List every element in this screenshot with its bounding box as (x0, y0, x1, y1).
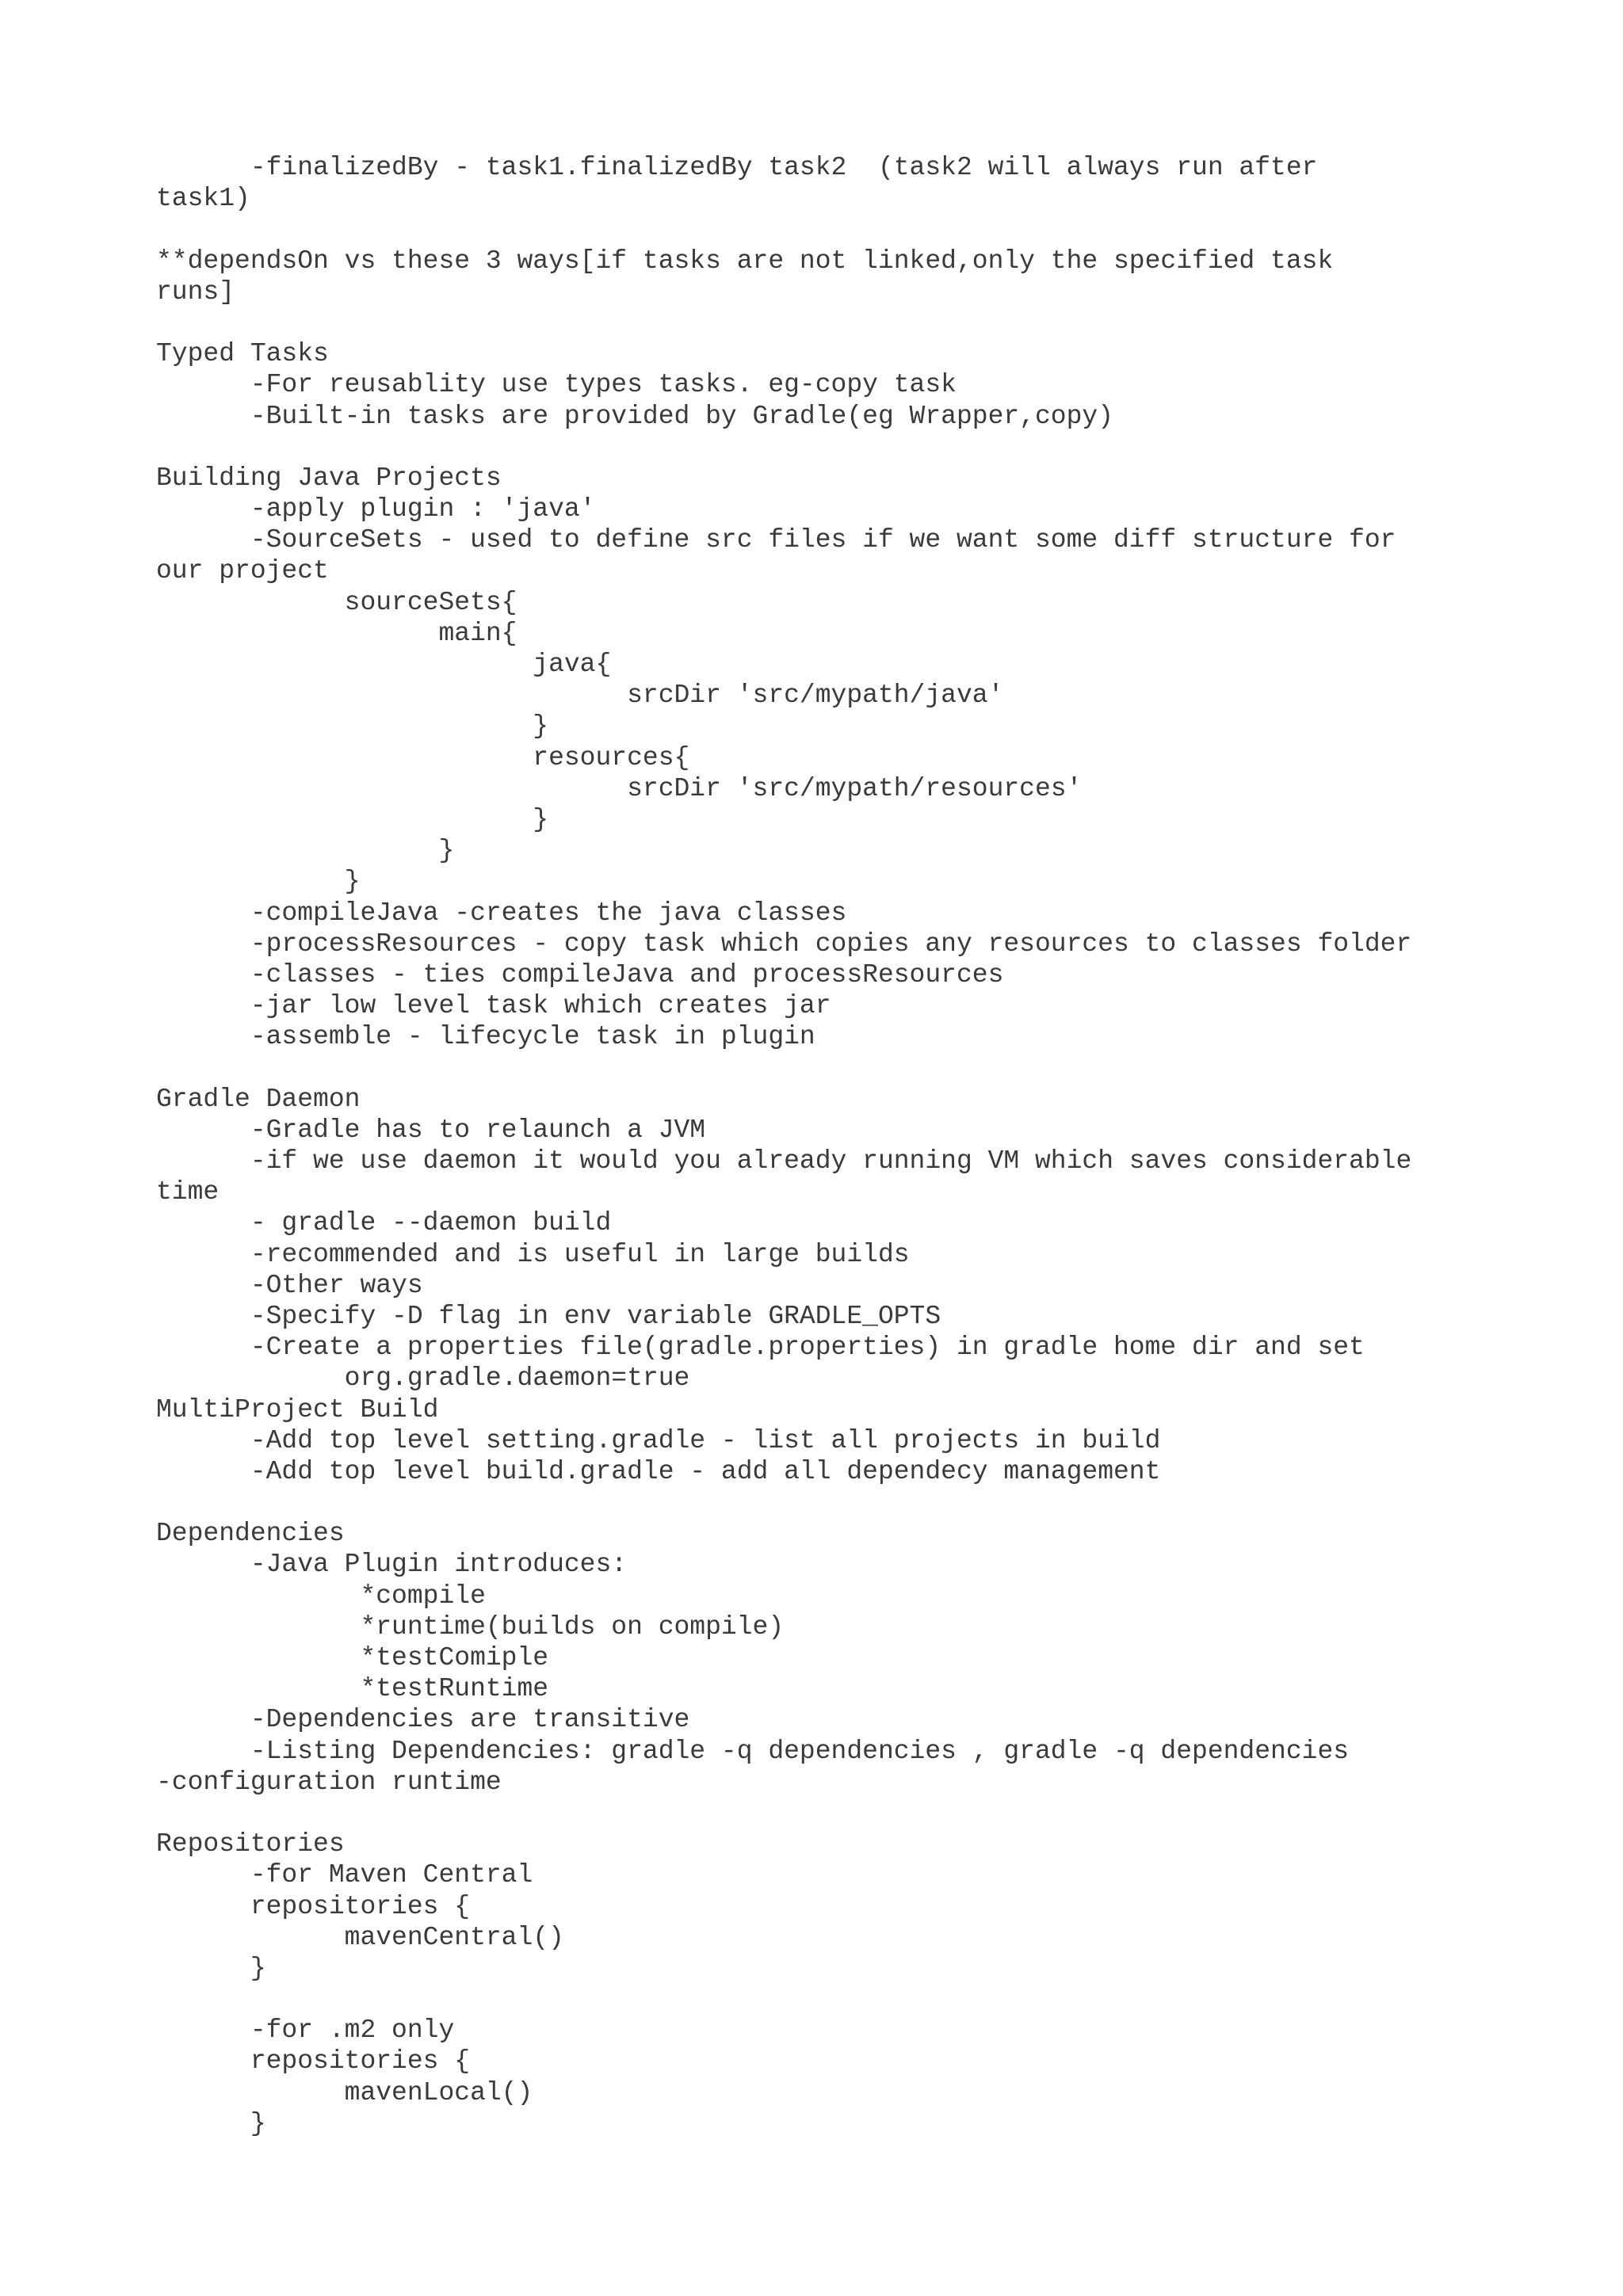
document-line: } (156, 867, 361, 897)
document-line: task1) (156, 184, 250, 214)
document-line: -Listing Dependencies: gradle -q dependencies , gradle -q dependencies (156, 1736, 1350, 1766)
document-line: -recommended and is useful in large builds (156, 1239, 910, 1269)
document-line: **dependsOn vs these 3 ways[if tasks are not linked,only the specified task (156, 246, 1334, 276)
document-line: - gradle --daemon build (156, 1208, 612, 1238)
document-line: -compileJava -creates the java classes (156, 898, 847, 928)
document-line (156, 1052, 1583, 1083)
document-line: *testComiple (156, 1643, 549, 1672)
document-line: -configuration runtime (156, 1767, 502, 1797)
document-line: } (156, 711, 549, 742)
document-line: main{ (156, 618, 517, 648)
document-line: repositories { (156, 1891, 471, 1921)
document-line: runs] (156, 277, 235, 307)
document-line: our project (156, 556, 329, 586)
document-line: -Specify -D flag in env variable GRADLE_OPTS (156, 1301, 941, 1331)
document-line: mavenCentral() (156, 1922, 564, 1952)
document-line: Building Java Projects (156, 463, 502, 493)
document-line: *testRuntime (156, 1674, 549, 1704)
document-line: org.gradle.daemon=true (156, 1363, 690, 1394)
document-line: -Gradle has to relaunch a JVM (156, 1115, 706, 1145)
document-line: -Add top level build.gradle - add all dependecy management (156, 1456, 1161, 1486)
document-line: -assemble - lifecycle task in plugin (156, 1022, 815, 1052)
document-line: Typed Tasks (156, 339, 329, 369)
document-line: -Java Plugin introduces: (156, 1550, 628, 1580)
document-line (156, 307, 1583, 338)
document-line: } (156, 804, 549, 834)
document-line: -Other ways (156, 1270, 423, 1300)
document-line (156, 1487, 1583, 1518)
document-line: Repositories (156, 1829, 345, 1859)
document-line: } (156, 836, 455, 866)
document-line: srcDir 'src/mypath/java' (156, 681, 1004, 711)
document-line: *runtime(builds on compile) (156, 1611, 785, 1642)
document-line: *compile (156, 1581, 486, 1611)
document-line: -Built-in tasks are provided by Gradle(eg Wrapper,copy) (156, 401, 1113, 431)
document-line: -Create a properties file(gradle.properties) in gradle home dir and set (156, 1333, 1365, 1363)
document-line: resources{ (156, 742, 690, 772)
document-line: -Dependencies are transitive (156, 1705, 690, 1735)
document-line: } (156, 2108, 266, 2138)
document-line: MultiProject Build (156, 1394, 439, 1425)
document-body (156, 152, 1583, 2139)
document-line: -classes - ties compileJava and processResources (156, 959, 1004, 990)
document-line: -for Maven Central (156, 1860, 533, 1890)
document-line: -processResources - copy task which copies any resources to classes folder (156, 929, 1412, 959)
document-line: sourceSets{ (156, 587, 517, 617)
document-line (156, 214, 1583, 245)
document-line: -Add top level setting.gradle - list all projects in build (156, 1425, 1161, 1455)
document-line: Dependencies (156, 1519, 345, 1549)
document-line (156, 1984, 1583, 2015)
document-line: srcDir 'src/mypath/resources' (156, 773, 1083, 803)
document-line: -for .m2 only (156, 2016, 455, 2046)
document-line: -apply plugin : 'java' (156, 494, 596, 524)
document-line: -For reusablity use types tasks. eg-copy task (156, 370, 957, 400)
document-line (156, 1798, 1583, 1829)
document-line (156, 432, 1583, 463)
document-line: java{ (156, 650, 612, 679)
document-line: Gradle Daemon (156, 1084, 361, 1114)
document-line: -jar low level task which creates jar (156, 991, 831, 1021)
document-line: } (156, 1953, 266, 1983)
document-line: -SourceSets - used to define src files if we want some diff structure for (156, 525, 1396, 555)
document-line: time (156, 1177, 220, 1207)
document-line: mavenLocal() (156, 2077, 533, 2107)
document-line: repositories { (156, 2046, 471, 2077)
document-line: -if we use daemon it would you already running VM which saves considerable (156, 1146, 1412, 1176)
document-line: -finalizedBy - task1.finalizedBy task2 (task2 will always run after (156, 153, 1318, 182)
